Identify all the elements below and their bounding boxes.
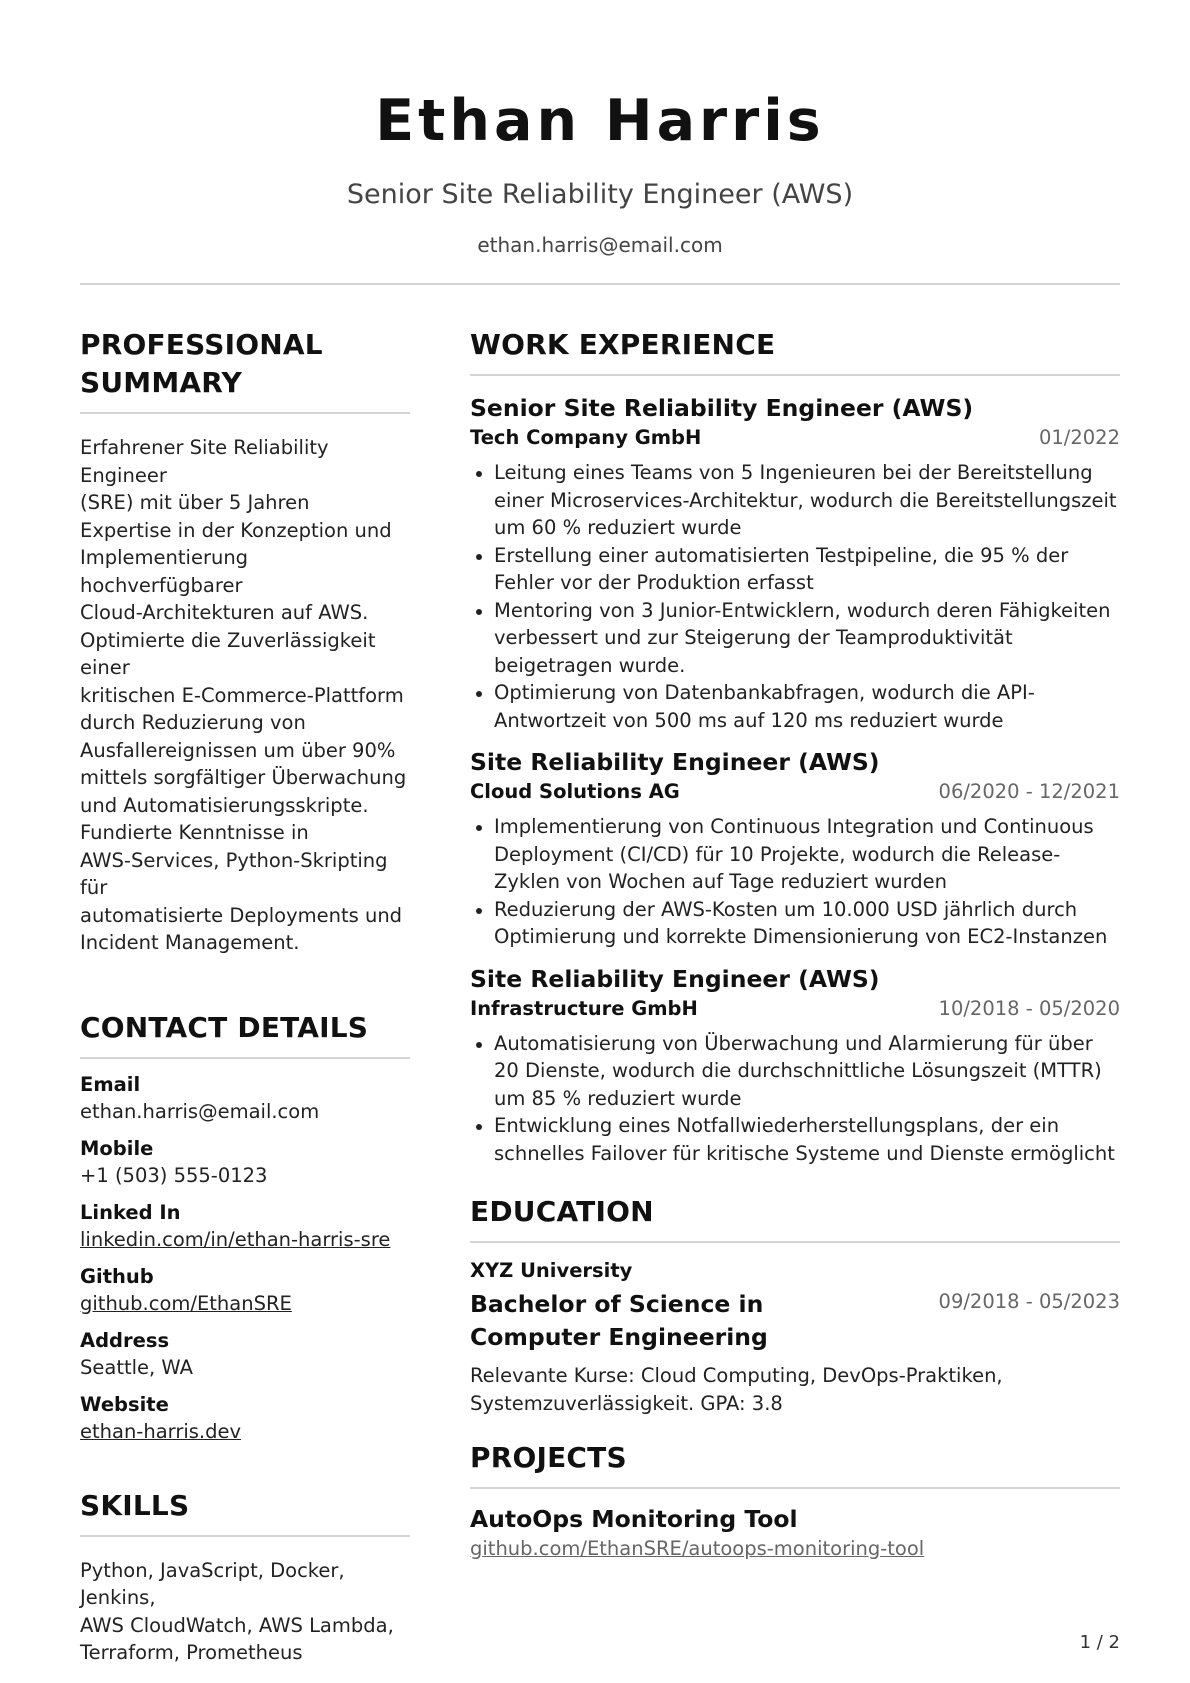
skills-text [80, 1557, 410, 1667]
skills-line: Python, JavaScript, Docker, Jenkins, [80, 1558, 345, 1609]
job-entry [470, 746, 1120, 951]
summary-line: AWS-Services, Python-Skripting für [80, 848, 388, 899]
github-link[interactable]: github.com/EthanSRE [80, 1291, 292, 1315]
contact-divider [80, 1057, 410, 1059]
summary-section [80, 326, 410, 957]
skills-line: AWS CloudWatch, AWS Lambda, [80, 1613, 394, 1637]
education-school: XYZ University [470, 1259, 633, 1282]
job-company: Infrastructure GmbH [470, 996, 698, 1020]
job-meta [470, 995, 1120, 1022]
project-name: AutoOps Monitoring Tool [470, 1505, 798, 1533]
projects-title: PROJECTS [470, 1441, 627, 1474]
header-email: ethan.harris@email.com [477, 233, 723, 257]
summary-line: mittels sorgfältiger Überwachung [80, 766, 407, 789]
skills-section [80, 1487, 410, 1667]
job-entry [470, 963, 1120, 1168]
summary-line: Incident Management. [80, 931, 300, 954]
contact-label-address: Address [80, 1328, 170, 1352]
education-date: 09/2018 - 05/2023 [938, 1290, 1120, 1313]
education-section [470, 1193, 1120, 1417]
right-column [470, 326, 1120, 1562]
summary-line: und Automatisierungsskripte. [80, 793, 369, 817]
job-bullets [470, 813, 1120, 951]
job-title: Site Reliability Engineer (AWS) [470, 748, 880, 776]
candidate-headline: Senior Site Reliability Engineer (AWS) [346, 179, 854, 210]
skills-title: SKILLS [80, 1488, 190, 1522]
summary-line: (SRE) mit über 5 Jahren [80, 491, 310, 514]
job-bullets [470, 459, 1120, 734]
contact-label-website: Website [80, 1392, 169, 1416]
education-details: Relevante Kurse: Cloud Computing, DevOps-Praktiken, Systemzuverlässigkeit. GPA: 3.8 [470, 1364, 1003, 1415]
job-meta [470, 778, 1120, 805]
linkedin-link[interactable]: linkedin.com/in/ethan-harris-sre [80, 1227, 391, 1251]
experience-title: WORK EXPERIENCE [470, 328, 776, 361]
contact-value-mobile: +1 (503) 555-0123 [80, 1163, 268, 1187]
left-column [80, 326, 410, 1667]
job-meta [470, 424, 1120, 451]
job-bullet: Optimierung von Datenbankabfragen, wodurch die API-Antwortzeit von 500 ms auf 120 ms reduziert wurde [470, 679, 1120, 734]
summary-line: Cloud-Architekturen auf AWS. [80, 601, 369, 624]
job-date: 10/2018 - 05/2020 [938, 996, 1120, 1020]
education-divider [470, 1241, 1120, 1243]
experience-divider [470, 374, 1120, 376]
summary-line: Optimierte die Zuverlässigkeit einer [80, 628, 376, 679]
summary-line: Erfahrener Site Reliability Engineer [80, 436, 329, 487]
job-bullet: Erstellung einer automatisierten Testpipeline, die 95 % der Fehler vor der Produktion erfasst [470, 542, 1120, 597]
skills-line: Terraform, Prometheus [80, 1641, 303, 1664]
job-bullet: Entwicklung eines Notfallwiederherstellungsplans, der ein schnelles Failover für kritische Systeme und Dienste ermöglicht [470, 1112, 1120, 1167]
candidate-name: Ethan Harris [375, 88, 825, 154]
contact-value-email: ethan.harris@email.com [80, 1099, 320, 1123]
job-entry [470, 392, 1120, 734]
summary-line: durch Reduzierung von [80, 711, 306, 734]
education-degree: Bachelor of Science in Computer Engineering [470, 1290, 768, 1351]
header-divider [80, 283, 1120, 285]
summary-line: Ausfallereignissen um über 90% [80, 738, 396, 762]
project-link[interactable]: github.com/EthanSRE/autoops-monitoring-tool [470, 1537, 925, 1560]
projects-section [470, 1439, 1120, 1562]
summary-line: kritischen E-Commerce-Plattform [80, 683, 404, 707]
contact-label-github: Github [80, 1264, 154, 1288]
summary-line: Expertise in der Konzeption und [80, 518, 392, 542]
job-date: 06/2020 - 12/2021 [938, 780, 1120, 803]
website-link[interactable]: ethan-harris.dev [80, 1419, 242, 1443]
job-title: Senior Site Reliability Engineer (AWS) [470, 394, 974, 422]
job-title: Site Reliability Engineer (AWS) [470, 964, 880, 993]
summary-line: automatisierte Deployments und [80, 903, 403, 927]
contact-label-mobile: Mobile [80, 1136, 154, 1160]
job-bullet: Mentoring von 3 Junior-Entwicklern, wodurch deren Fähigkeiten verbessert und zur Steigerung der Teamproduktivität beigetragen wurde. [470, 597, 1120, 680]
resume-header [80, 86, 1120, 258]
contact-title: CONTACT DETAILS [80, 1010, 369, 1044]
education-title: EDUCATION [470, 1195, 654, 1228]
job-bullet: Implementierung von Continuous Integration und Continuous Deployment (CI/CD) für 10 Projekte, wodurch die Release-Zyklen von Wochen auf Tage reduziert wurden [470, 813, 1120, 896]
education-row [470, 1288, 1120, 1354]
summary-title: PROFESSIONAL SUMMARY [80, 328, 323, 399]
summary-line: Implementierung hochverfügbarer [80, 546, 249, 597]
projects-divider [470, 1487, 1120, 1489]
job-company: Cloud Solutions AG [470, 780, 680, 803]
job-bullet: Automatisierung von Überwachung und Alarmierung für über 20 Dienste, wodurch die durchschnittliche Lösungszeit (MTTR) um 85 % reduziert wurde [470, 1030, 1120, 1113]
summary-divider [80, 412, 410, 414]
job-date: 01/2022 [1038, 426, 1120, 449]
job-bullet: Reduzierung der AWS-Kosten um 10.000 USD jährlich durch Optimierung und korrekte Dimensionierung von EC2-Instanzen [470, 896, 1120, 951]
summary-text [80, 434, 410, 957]
job-bullet: Leitung eines Teams von 5 Ingenieuren bei der Bereitstellung einer Microservices-Architektur, wodurch die Bereitstellungszeit um 60 % reduziert wurde [470, 459, 1120, 542]
summary-line: Fundierte Kenntnisse in [80, 821, 309, 844]
contact-section [80, 1009, 410, 1445]
contact-label-linkedin: Linked In [80, 1200, 181, 1224]
experience-section [470, 326, 1120, 1167]
job-bullets [470, 1030, 1120, 1168]
contact-value-address: Seattle, WA [80, 1355, 193, 1379]
skills-divider [80, 1535, 410, 1537]
contact-label-email: Email [80, 1072, 141, 1096]
page-number: 1 / 2 [1079, 1632, 1120, 1653]
job-company: Tech Company GmbH [470, 426, 702, 449]
